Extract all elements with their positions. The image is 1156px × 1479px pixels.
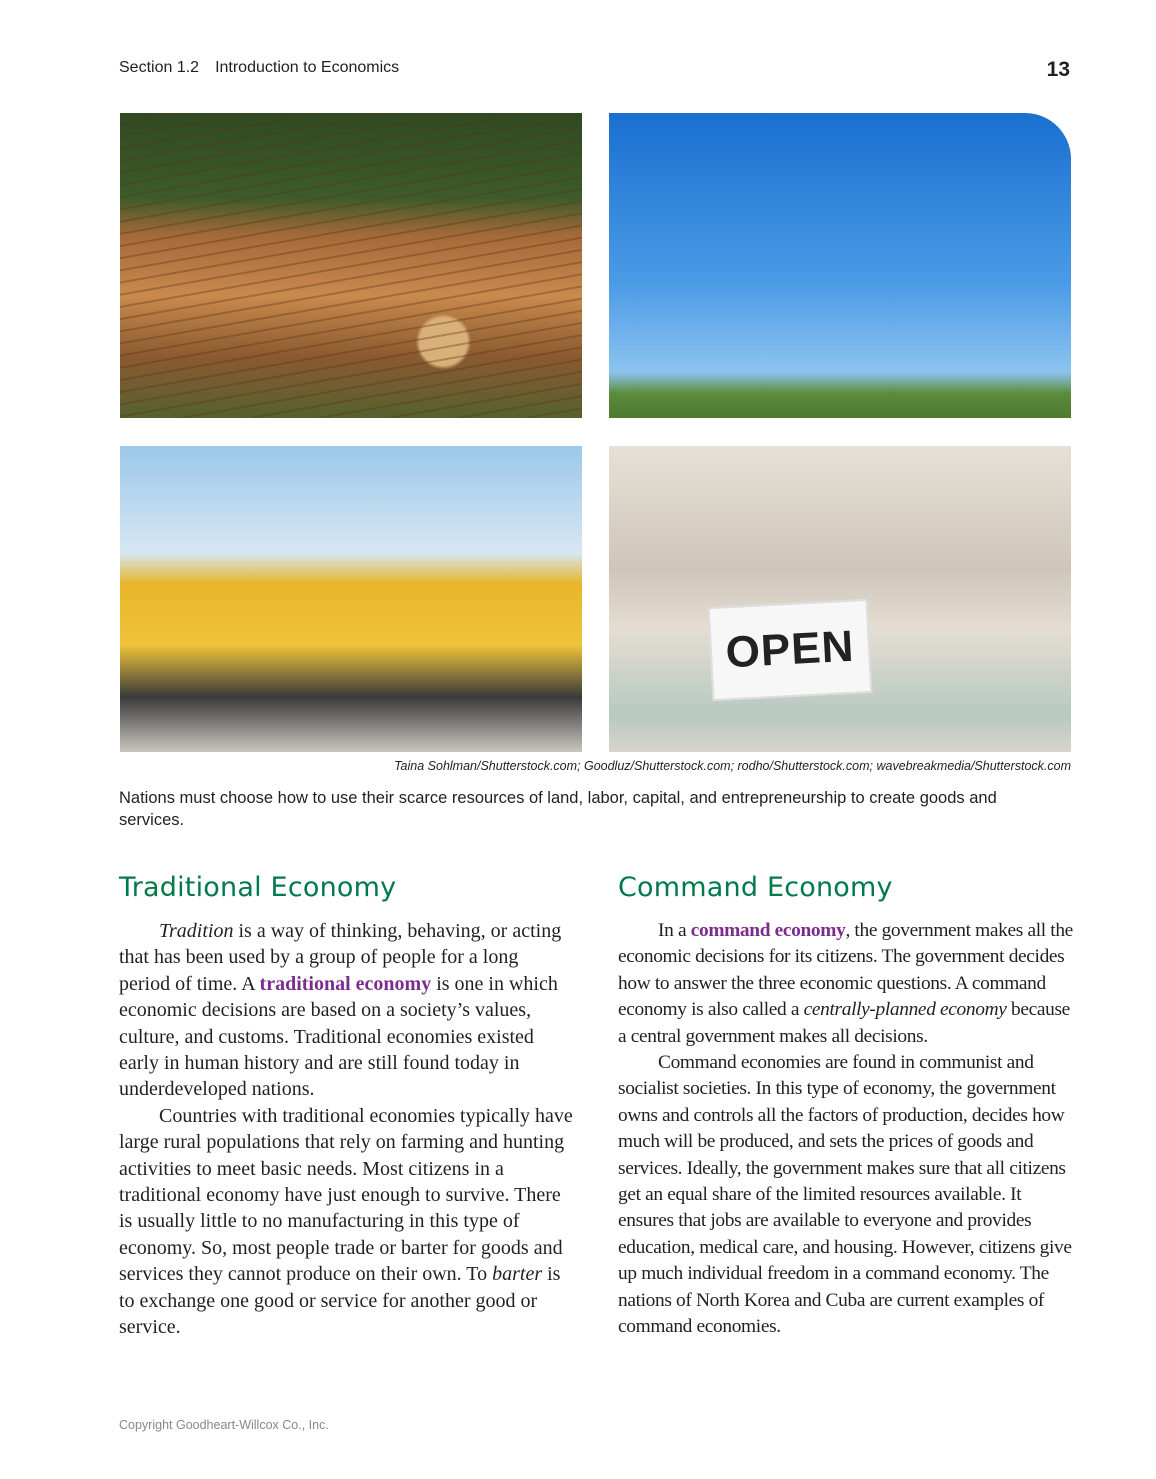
running-header (119, 59, 399, 77)
traditional-economy-heading: Traditional Economy (119, 872, 397, 903)
open-sign: OPEN (708, 599, 873, 701)
key-term-traditional-economy: traditional economy (259, 972, 432, 995)
command-economy-heading: Command Economy (618, 872, 893, 903)
italic-term: centrally-planned economy (803, 999, 1007, 1021)
command-paragraph-1: In a command economy, the government makes all the economic decisions for its citizens. The government decides how to answer the three economic questions. A command economy is also called a centrally-planned economy because a central government makes all decisions. (618, 920, 1073, 1047)
command-economy-section (618, 870, 1073, 1341)
photo-workers-labor (609, 113, 1071, 418)
section-number: Section 1.2 (119, 59, 200, 76)
copyright-footer: Copyright Goodheart-Willcox Co., Inc. (119, 1418, 329, 1432)
section-title: Introduction to Economics (215, 59, 400, 76)
traditional-economy-section (119, 870, 574, 1341)
page-number: 13 (1046, 58, 1070, 81)
photo-logs-land (120, 113, 582, 418)
traditional-paragraph-2: Countries with traditional economies typically have large rural populations that rely on farming and hunting activities to meet basic needs. Most citizens in a traditional economy have just enough to survive. There is usually little to no manufacturing in this type of economy. So, most people trade or barter for goods and services they cannot produce on their own. To barter is to exchange one good or service for another good or service. (119, 1104, 573, 1339)
key-term-command-economy: command economy (690, 920, 846, 941)
traditional-paragraph-1: Tradition is a way of thinking, behaving, or acting that has been used by a group of people for a long period of time. A traditional economy is one in which economic decisions are based on a society’s values, culture, and customs. Traditional economies existed early in human history and are still found today in underdeveloped nations. (119, 920, 562, 1101)
figure-caption: Nations must choose how to use their scarce resources of land, labor, capital, and entrepreneurship to create goods and services. (119, 789, 997, 829)
photo-excavators-capital (120, 446, 582, 752)
photo-credit: Taina Sohlman/Shutterstock.com; Goodluz/Shutterstock.com; rodho/Shutterstock.com; wavebreakmedia/Shutterstock.com (394, 759, 1071, 773)
command-paragraph-2: Command economies are found in communist and socialist societies. In this type of economy, the government owns and controls all the factors of production, decides how much will be produced, and sets the prices of goods and services. Ideally, the government makes sure that all citizens get an equal share of the limited resources available. It ensures that jobs are available to everyone and provides education, medical care, and housing. However, citizens give up much individual freedom in a command economy. The nations of North Korea and Cuba are current examples of command economies. (618, 1052, 1072, 1338)
photo-shop-owners-entrepreneurship (609, 446, 1071, 752)
italic-term: Tradition (159, 920, 234, 942)
italic-term: barter (492, 1263, 543, 1286)
